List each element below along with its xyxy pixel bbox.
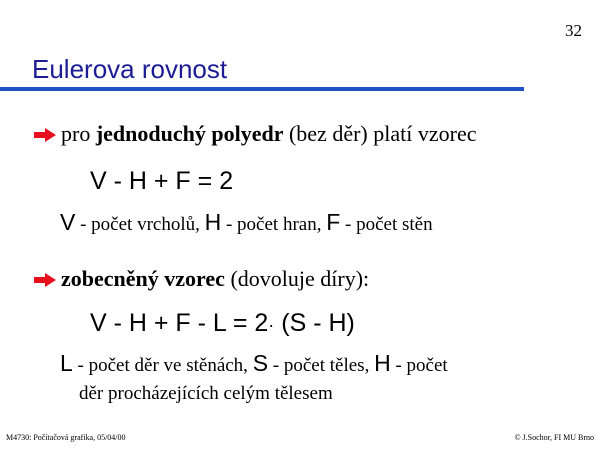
bullet2-post: (dovoluje díry):: [224, 266, 370, 291]
desc-h: - počet hran,: [221, 214, 327, 235]
desc-s: - počet těles,: [268, 355, 375, 376]
title-underline: [0, 87, 524, 91]
desc-l: - počet děr ve stěnách,: [72, 355, 253, 376]
page-number: 32: [565, 21, 582, 40]
desc-f: - počet stěn: [340, 214, 433, 235]
bullet1-pre: pro: [61, 121, 96, 146]
symbol-v: V: [60, 209, 76, 235]
footer-copyright: © J.Sochor, FI MU Brno: [514, 433, 594, 442]
symbol-h: H: [204, 209, 222, 235]
slide-title: Eulerova rovnost: [32, 54, 228, 84]
bullet2-bold: zobecněný vzorec: [61, 266, 225, 291]
formula-euler-general: [90, 309, 355, 338]
bullet1-bold: jednoduchý polyedr: [95, 121, 284, 146]
bullet-simple-polyhedron: [61, 121, 476, 147]
formula2-left: V - H + F - L = 2: [90, 309, 269, 337]
symbol-f: F: [326, 209, 341, 235]
symbol-s: S: [252, 350, 269, 376]
footer-course: M4730: Počítačová grafika, 05/04/00: [6, 433, 126, 442]
symbol-l: L: [60, 350, 73, 376]
legend-general: [60, 350, 448, 377]
legend-general-continued: děr procházejících celým tělesem: [79, 383, 333, 404]
formula2-dot: ·: [268, 315, 275, 335]
desc-v: - počet vrcholů,: [75, 214, 205, 235]
red-arrow-icon: [34, 273, 56, 287]
desc-h2: - počet: [390, 355, 448, 376]
legend-simple: [60, 209, 433, 236]
bullet-generalized-formula: [61, 266, 369, 292]
formula-euler-simple: V - H + F = 2: [90, 167, 234, 195]
red-arrow-icon: [34, 128, 56, 142]
formula2-right: (S - H): [274, 309, 355, 337]
symbol-h2: H: [374, 350, 391, 376]
bullet1-post: (bez děr) platí vzorec: [283, 121, 477, 146]
